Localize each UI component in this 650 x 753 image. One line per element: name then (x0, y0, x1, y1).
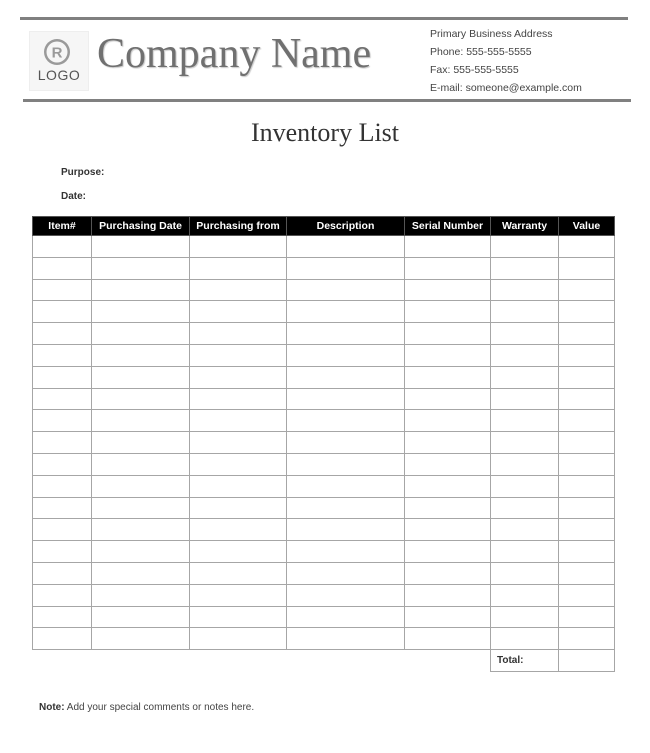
registered-mark-icon (42, 37, 72, 67)
table-cell[interactable] (559, 366, 615, 388)
table-row (33, 236, 615, 258)
table-cell[interactable] (33, 432, 92, 454)
table-cell[interactable] (491, 628, 559, 650)
table-cell[interactable] (92, 366, 190, 388)
business-address: Primary Business Address (430, 28, 553, 40)
table-cell[interactable] (33, 475, 92, 497)
table-cell[interactable] (491, 257, 559, 279)
table-cell[interactable] (491, 301, 559, 323)
table-cell[interactable] (491, 562, 559, 584)
table-cell[interactable] (491, 519, 559, 541)
table-row (33, 584, 615, 606)
table-cell[interactable] (92, 388, 190, 410)
logo-text: LOGO (37, 67, 81, 83)
table-cell[interactable] (491, 279, 559, 301)
table-cell[interactable] (33, 301, 92, 323)
table-cell[interactable] (190, 301, 287, 323)
inventory-table (32, 216, 615, 672)
table-cell[interactable] (92, 584, 190, 606)
table-body (33, 236, 615, 672)
table-cell[interactable] (287, 628, 405, 650)
table-cell[interactable] (405, 453, 491, 475)
table-row (33, 519, 615, 541)
table-cell[interactable] (190, 541, 287, 563)
table-cell[interactable] (491, 541, 559, 563)
table-cell[interactable] (92, 236, 190, 258)
total-row-spacer (33, 650, 491, 672)
svg-text:R: R (51, 44, 63, 62)
table-cell[interactable] (491, 432, 559, 454)
email-address: E-mail: someone@example.com (430, 82, 582, 94)
column-header: Value (559, 217, 615, 236)
table-cell[interactable] (190, 475, 287, 497)
table-cell[interactable] (405, 236, 491, 258)
table-cell[interactable] (33, 366, 92, 388)
table-cell[interactable] (405, 323, 491, 345)
table-cell[interactable] (190, 366, 287, 388)
table-cell[interactable] (491, 323, 559, 345)
table-cell[interactable] (33, 236, 92, 258)
table-cell[interactable] (405, 279, 491, 301)
table-header-row (33, 217, 615, 236)
table-cell[interactable] (287, 475, 405, 497)
table-cell[interactable] (190, 236, 287, 258)
table-cell[interactable] (33, 344, 92, 366)
table-cell[interactable] (33, 541, 92, 563)
table-cell[interactable] (405, 606, 491, 628)
company-name: Company Name (97, 31, 372, 77)
table-cell[interactable] (559, 453, 615, 475)
table-cell[interactable] (287, 584, 405, 606)
table-cell[interactable] (190, 606, 287, 628)
table-cell[interactable] (287, 236, 405, 258)
table-cell[interactable] (287, 344, 405, 366)
total-label: Total: (491, 650, 559, 672)
table-cell[interactable] (287, 366, 405, 388)
column-header: Item# (33, 217, 92, 236)
table-row (33, 562, 615, 584)
table-cell[interactable] (92, 279, 190, 301)
table-cell[interactable] (559, 628, 615, 650)
table-cell[interactable] (92, 628, 190, 650)
fax-number: Fax: 555-555-5555 (430, 64, 519, 76)
table-cell[interactable] (559, 236, 615, 258)
table-cell[interactable] (92, 519, 190, 541)
total-value-cell[interactable] (559, 650, 615, 672)
table-cell[interactable] (190, 628, 287, 650)
table-cell[interactable] (92, 323, 190, 345)
table-cell[interactable] (92, 432, 190, 454)
table-cell[interactable] (287, 432, 405, 454)
table-cell[interactable] (559, 344, 615, 366)
table-cell[interactable] (405, 344, 491, 366)
table-row (33, 257, 615, 279)
table-cell[interactable] (92, 453, 190, 475)
table-cell[interactable] (190, 344, 287, 366)
table-cell[interactable] (33, 584, 92, 606)
table-cell[interactable] (491, 344, 559, 366)
column-header: Serial Number (405, 217, 491, 236)
table-row (33, 279, 615, 301)
header-top-rule (20, 17, 628, 20)
table-row (33, 541, 615, 563)
table-cell[interactable] (287, 301, 405, 323)
table-cell[interactable] (559, 584, 615, 606)
table-row (33, 366, 615, 388)
column-header: Warranty (491, 217, 559, 236)
table-cell[interactable] (405, 475, 491, 497)
table-cell[interactable] (33, 257, 92, 279)
table-row (33, 410, 615, 432)
table-cell[interactable] (287, 279, 405, 301)
company-logo (29, 31, 89, 91)
table-cell[interactable] (491, 497, 559, 519)
table-row (33, 344, 615, 366)
table-cell[interactable] (405, 257, 491, 279)
table-row (33, 388, 615, 410)
table-cell[interactable] (559, 301, 615, 323)
table-cell[interactable] (287, 519, 405, 541)
table-cell[interactable] (33, 388, 92, 410)
table-cell[interactable] (190, 519, 287, 541)
phone-number: Phone: 555-555-5555 (430, 46, 532, 58)
table-cell[interactable] (92, 475, 190, 497)
table-cell[interactable] (491, 475, 559, 497)
table-cell[interactable] (190, 584, 287, 606)
table-cell[interactable] (287, 410, 405, 432)
table-cell[interactable] (491, 410, 559, 432)
table-cell[interactable] (405, 541, 491, 563)
column-header: Description (287, 217, 405, 236)
table-cell[interactable] (491, 584, 559, 606)
table-cell[interactable] (92, 497, 190, 519)
table-cell[interactable] (405, 410, 491, 432)
table-cell[interactable] (190, 257, 287, 279)
table-cell[interactable] (287, 497, 405, 519)
table-row (33, 453, 615, 475)
table-cell[interactable] (33, 323, 92, 345)
header-bottom-rule (23, 99, 631, 102)
table-cell[interactable] (287, 562, 405, 584)
table-cell[interactable] (491, 606, 559, 628)
table-cell[interactable] (92, 541, 190, 563)
table-row (33, 475, 615, 497)
table-cell[interactable] (33, 628, 92, 650)
table-cell[interactable] (405, 432, 491, 454)
table-cell[interactable] (559, 257, 615, 279)
table-cell[interactable] (559, 279, 615, 301)
table-cell[interactable] (190, 410, 287, 432)
table-cell[interactable] (559, 562, 615, 584)
table-cell[interactable] (92, 410, 190, 432)
table-cell[interactable] (287, 541, 405, 563)
table-cell[interactable] (33, 410, 92, 432)
table-cell[interactable] (287, 323, 405, 345)
date-label: Date: (61, 191, 87, 202)
table-row (33, 606, 615, 628)
table-cell[interactable] (287, 388, 405, 410)
table-cell[interactable] (559, 475, 615, 497)
table-cell[interactable] (491, 366, 559, 388)
table-cell[interactable] (405, 301, 491, 323)
table-cell[interactable] (287, 257, 405, 279)
note-section (39, 702, 254, 713)
note-label: Note: (39, 702, 65, 713)
table-cell[interactable] (92, 606, 190, 628)
table-cell[interactable] (491, 388, 559, 410)
table-cell[interactable] (405, 497, 491, 519)
page-title: Inventory List (250, 118, 400, 147)
table-cell[interactable] (405, 366, 491, 388)
total-row (33, 650, 615, 672)
table-cell[interactable] (33, 497, 92, 519)
table-row (33, 323, 615, 345)
table-cell[interactable] (92, 562, 190, 584)
table-cell[interactable] (33, 606, 92, 628)
table-cell[interactable] (559, 497, 615, 519)
table-cell[interactable] (559, 388, 615, 410)
table-cell[interactable] (92, 301, 190, 323)
table-cell[interactable] (190, 388, 287, 410)
note-text: Add your special comments or notes here. (66, 702, 255, 713)
table-cell[interactable] (33, 453, 92, 475)
table-cell[interactable] (491, 236, 559, 258)
table-cell[interactable] (92, 257, 190, 279)
table-cell[interactable] (92, 344, 190, 366)
table-cell[interactable] (559, 323, 615, 345)
table-row (33, 432, 615, 454)
table-cell[interactable] (33, 519, 92, 541)
table-row (33, 628, 615, 650)
table-cell[interactable] (559, 432, 615, 454)
table-cell[interactable] (190, 279, 287, 301)
table-cell[interactable] (33, 562, 92, 584)
table-row (33, 497, 615, 519)
table-cell[interactable] (559, 606, 615, 628)
contact-block (430, 27, 582, 99)
table-cell[interactable] (287, 453, 405, 475)
table-cell[interactable] (287, 606, 405, 628)
table-cell[interactable] (190, 432, 287, 454)
table-cell[interactable] (559, 519, 615, 541)
table-row (33, 301, 615, 323)
table-cell[interactable] (190, 562, 287, 584)
table-cell[interactable] (190, 497, 287, 519)
table-cell[interactable] (405, 628, 491, 650)
table-cell[interactable] (190, 453, 287, 475)
table-cell[interactable] (405, 584, 491, 606)
table-cell[interactable] (405, 388, 491, 410)
table-cell[interactable] (491, 453, 559, 475)
column-header: Purchasing from (190, 217, 287, 236)
table-cell[interactable] (559, 410, 615, 432)
table-cell[interactable] (559, 541, 615, 563)
table-cell[interactable] (190, 323, 287, 345)
table-cell[interactable] (33, 279, 92, 301)
purpose-label: Purpose: (61, 167, 105, 178)
table-cell[interactable] (405, 519, 491, 541)
table-cell[interactable] (405, 562, 491, 584)
column-header: Purchasing Date (92, 217, 190, 236)
